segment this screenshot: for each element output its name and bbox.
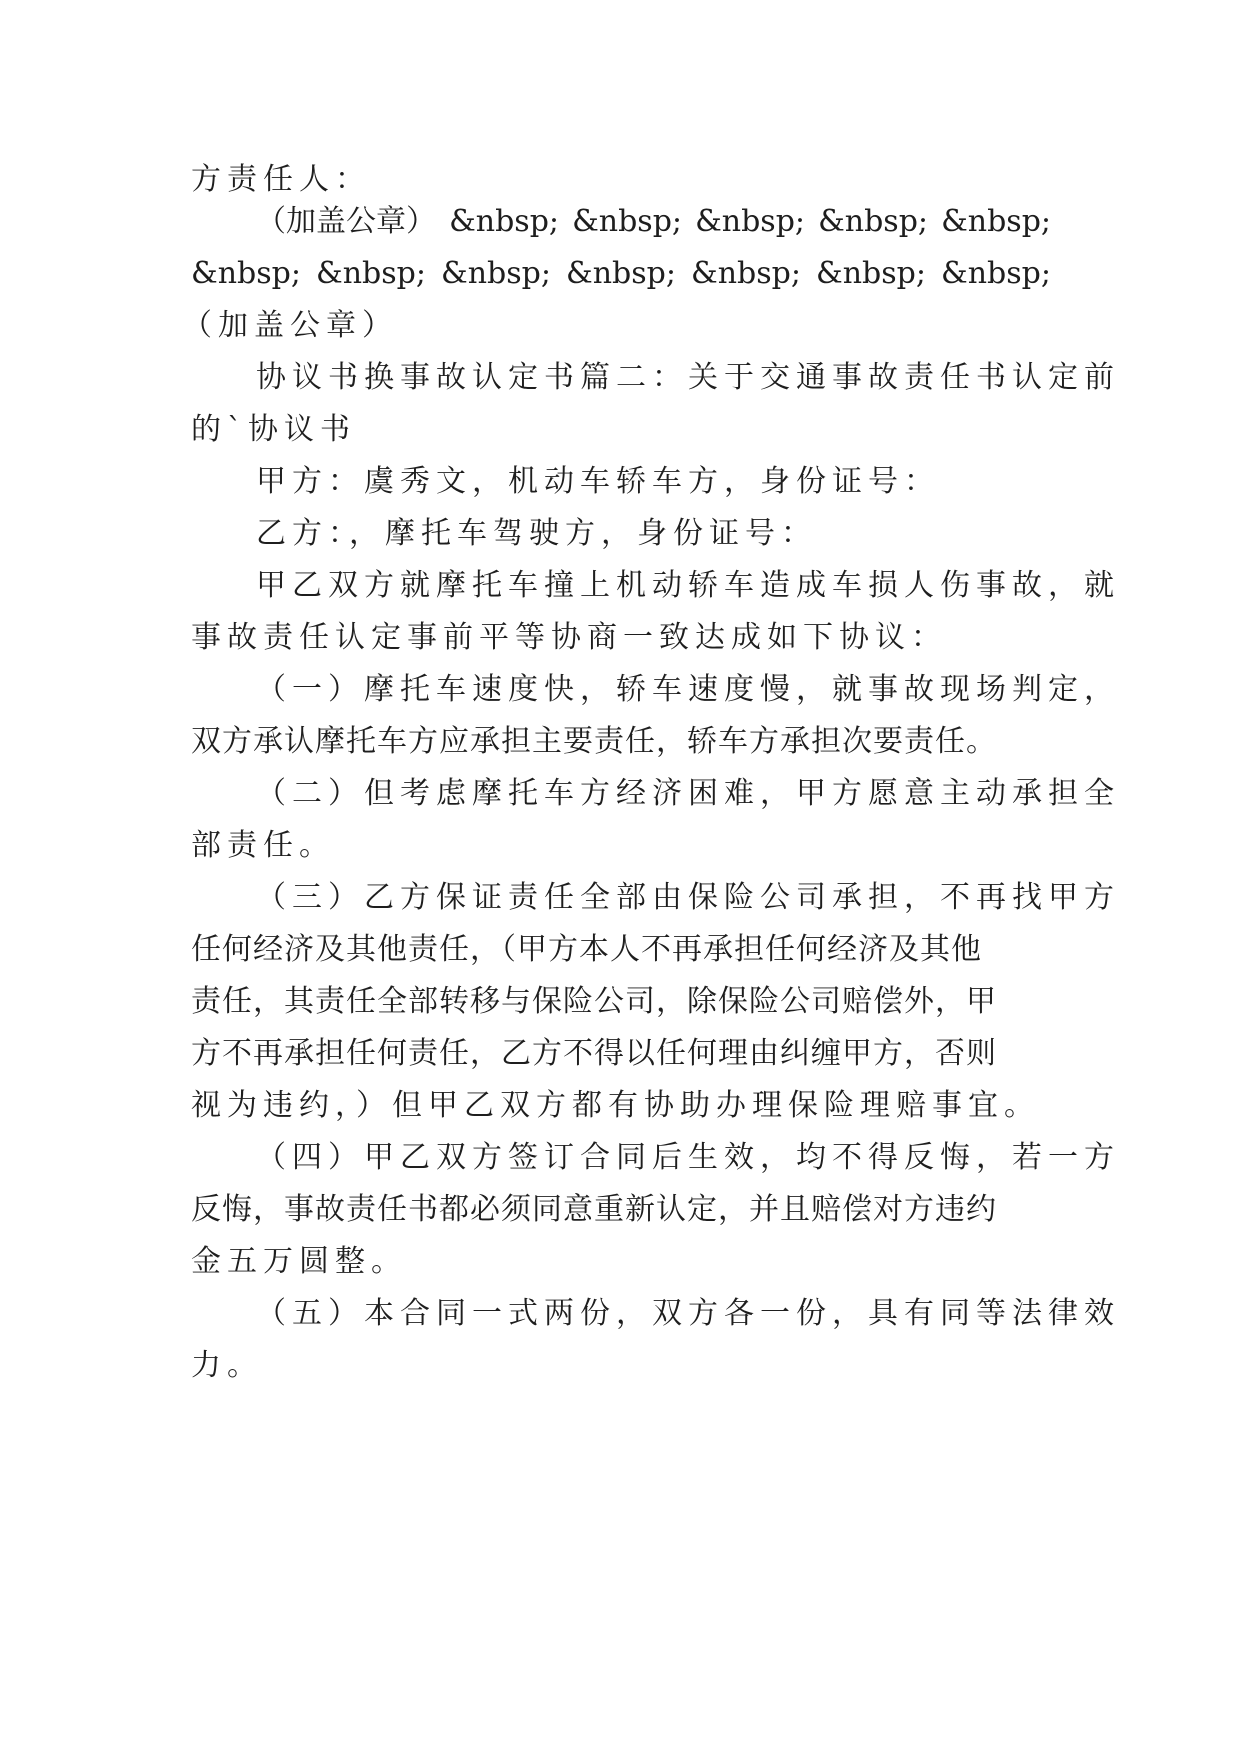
text-line: 协议书换事故认定书篇二：关于交通事故责任书认定前	[256, 360, 1120, 395]
text-line: 事故责任认定事前平等协商一致达成如下协议：	[191, 620, 947, 655]
text-line-nbsp-row	[191, 254, 1051, 294]
text-line: 方责任人：	[191, 162, 371, 197]
text-line: （四）甲乙双方签订合同后生效，均不得反悔，若一方	[256, 1140, 1120, 1175]
text-line: （二）但考虑摩托车方经济困难，甲方愿意主动承担全	[256, 776, 1120, 811]
nbsp-entity: &nbsp;	[818, 204, 928, 239]
nbsp-entity: &nbsp;	[316, 256, 426, 291]
text-line: 部责任。	[191, 828, 335, 863]
nbsp-entity: &nbsp;	[941, 204, 1051, 239]
text-line: 双方承认摩托车方应承担主要责任，轿车方承担次要责任。	[191, 724, 997, 759]
text-line-stamp-row	[256, 202, 1051, 242]
stamp-label: （加盖公章）	[256, 204, 436, 239]
text-line: （加盖公章）	[182, 308, 398, 343]
nbsp-entity: &nbsp;	[441, 256, 551, 291]
nbsp-entity: &nbsp;	[691, 256, 801, 291]
text-line: 视为违约，）但甲乙双方都有协助办理保险理赔事宜。	[191, 1088, 1040, 1123]
text-line: 金五万圆整。	[191, 1244, 407, 1279]
text-line: 任何经济及其他责任，（甲方本人不再承担任何经济及其他	[191, 932, 982, 967]
nbsp-entity: &nbsp;	[449, 204, 559, 239]
text-line: 乙方：，摩托车驾驶方，身份证号：	[256, 516, 817, 551]
text-line: 责任，其责任全部转移与保险公司，除保险公司赔偿外，甲	[191, 984, 997, 1019]
nbsp-entity: &nbsp;	[191, 256, 301, 291]
nbsp-entity: &nbsp;	[566, 256, 676, 291]
text-line: 甲方：虞秀文，机动车轿车方，身份证号：	[256, 464, 940, 499]
text-line: 的`协议书	[191, 412, 356, 447]
text-line: （一）摩托车速度快，轿车速度慢，就事故现场判定，	[256, 672, 1120, 707]
text-line: 力。	[191, 1348, 263, 1383]
nbsp-entity: &nbsp;	[572, 204, 682, 239]
nbsp-entity: &nbsp;	[816, 256, 926, 291]
text-line: （三）乙方保证责任全部由保险公司承担，不再找甲方	[256, 880, 1120, 915]
text-line: （五）本合同一式两份，双方各一份，具有同等法律效	[256, 1296, 1120, 1331]
text-line: 反悔，事故责任书都必须同意重新认定，并且赔偿对方违约	[191, 1192, 997, 1227]
text-line: 甲乙双方就摩托车撞上机动轿车造成车损人伤事故，就	[256, 568, 1120, 603]
nbsp-entity: &nbsp;	[941, 256, 1051, 291]
text-line: 方不再承担任何责任，乙方不得以任何理由纠缠甲方，否则	[191, 1036, 997, 1071]
nbsp-entity: &nbsp;	[695, 204, 805, 239]
